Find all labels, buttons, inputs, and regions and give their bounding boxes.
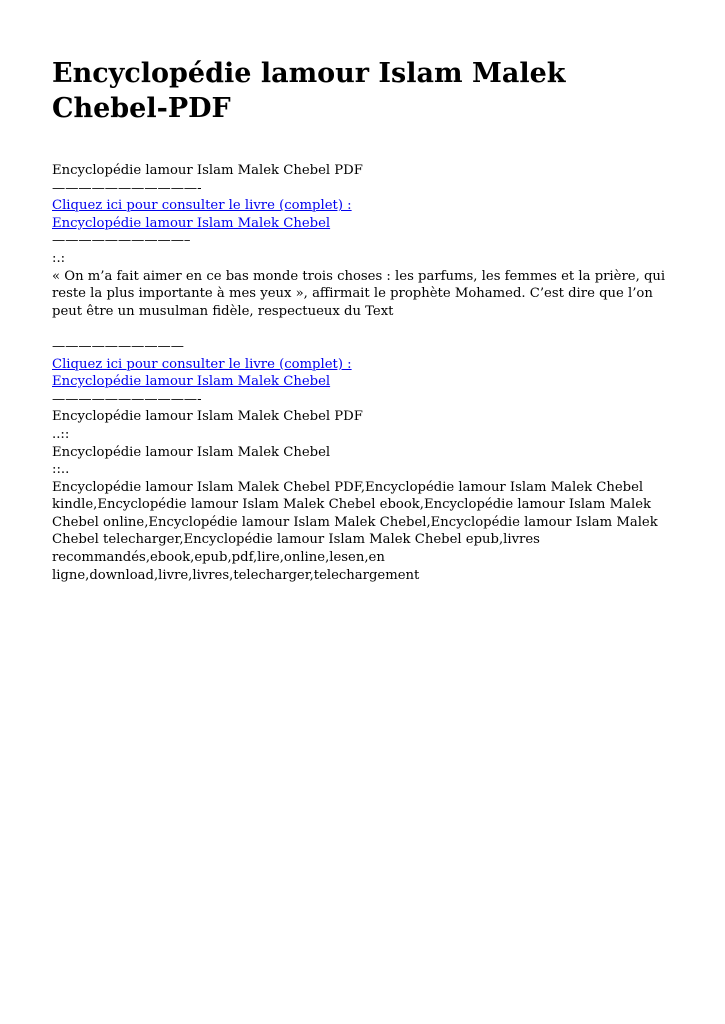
separator-3: —————————— [52,338,184,354]
marker-2: ..:: [52,426,70,442]
keywords-paragraph: Encyclopédie lamour Islam Malek Chebel PDF,Encyclopédie lamour Islam Malek Chebel kindle,Encyclopédie lamour Islam Malek Chebel ebook,Encyclopédie lamour Islam Malek Chebel online,Encyclopédie lamour Islam Malek Chebel,Encyclopédie lamour Islam Malek Chebel telecharger,Encyclopédie lamour Islam Malek Chebel epub,livres recommandés,ebook,epub,pdf,lire,online,lesen,en ligne,download,livre,livres,telecharger,telechargement [52,479,658,583]
intro-line: Encyclopédie lamour Islam Malek Chebel PDF [52,163,363,178]
book-link-2-line1[interactable]: Cliquez ici pour consulter le livre (complet) : [52,356,352,372]
spacer [52,320,677,338]
page-title: Encyclopédie lamour Islam Malek Chebel-PDF [52,58,566,124]
marker-1: :.: [52,250,66,266]
excerpt-paragraph: « On m’a fait aimer en ce bas monde trois choses : les parfums, les femmes et la prière, qui reste la plus importante à mes yeux », affirmait le prophète Mohamed. C’est dire que l’on peut être un musulman fidèle, respectueux du Text [52,268,666,319]
separator-2: ——————————– [52,233,191,249]
book-link-1-line1[interactable]: Cliquez ici pour consulter le livre (complet) : [52,198,352,214]
name-line: Encyclopédie lamour Islam Malek Chebel [52,444,331,460]
marker-3: ::.. [52,462,70,478]
pdf-line: Encyclopédie lamour Islam Malek Chebel PDF [52,409,363,425]
separator-1: ———————————- [52,180,202,196]
separator-4: ———————————- [52,391,202,407]
book-link-1-line2[interactable]: Encyclopédie lamour Islam Malek Chebel [52,215,331,231]
document-page [52,56,677,584]
document-body [52,162,677,584]
book-link-2-line2[interactable]: Encyclopédie lamour Islam Malek Chebel [52,374,331,390]
